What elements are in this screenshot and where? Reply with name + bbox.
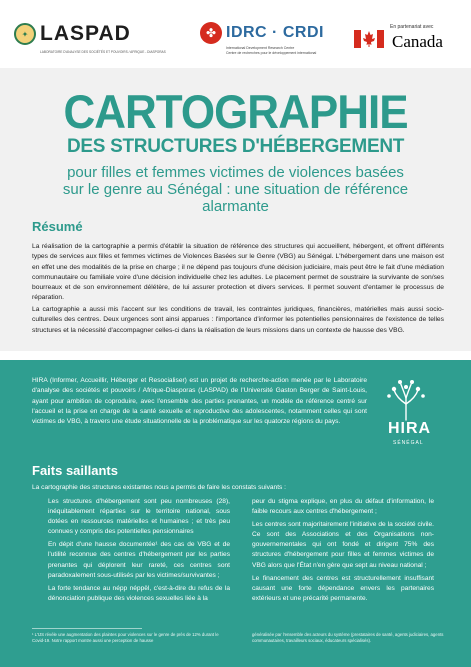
footnote-divider (32, 628, 142, 629)
idrc-wordmark: IDRC · CRDI (226, 24, 324, 41)
laspad-logo (14, 22, 131, 46)
faits-item: Les centres sont majoritairement l'initiative de la société civile. Ce sont des Associations et des Organisations non-gouvernementales qui ont fondé et dirigent 75% des structures d'hébergement pour filles et femmes victimes de VBG alors que l'État n'en gère que sept au niveau national ; (252, 521, 434, 569)
faits-item: Le financement des centres est structurellement insuffisant causant une forte dépendance envers les partenaires extérieurs et une précarité permanente. (252, 574, 434, 602)
idrc-logo (200, 22, 324, 55)
faits-item: En dépit d'une hausse documentée¹ des cas de VBG et de l'utilité reconnue des centres d'hébergement par les parties prenantes qui déplorent leur rareté, ces centres sont paradoxalement sous-utilisés par les victimes/survivantes ; (48, 541, 230, 579)
faits-item: peur du stigma explique, en plus du défaut d'information, le faible recours aux centres d'hébergement ; (252, 498, 434, 516)
idrc-subtitle-fr: Centre de recherches pour le développement international (226, 51, 317, 55)
faits-item: Les structures d'hébergement sont peu nombreuses (28), inéquitablement réparties sur le territoire national, sous dotées en ressources matérielles et humaines ; et très peu connues y compris des potentielles pensionnaires (48, 498, 230, 536)
resume-paragraph-1: La réalisation de la cartographie a permis d'établir la situation de référence des structures qui accueillent, hébergent, et offrent différents types de services aux filles et femmes victimes de Violences Basées sur le Genre (VBG) au Sénégal. L'hébergement dans une maison est en effet une des modalités de la prise en charge ; il ne dépend pas toujours d'une décision judiciaire, mais peut être le fait d'une médiation communautaire ou familiale voire d'une décision individuelle chez les adultes. Le placement permet de soustraire la survivante de son/ses bourreaux et de son environnement délétère, de lui assurer protection et divers services. Il permet souvent d'entamer le processus de réparation. (32, 243, 444, 302)
hira-tree-icon (378, 378, 434, 422)
footnote-left: ¹ L'IJS révèle une augmentation des plaintes pour violences sur le genre de près de 12% durant le Covid-19. Notre rapport montre aussi une perception de hausse (32, 632, 219, 643)
hira-wordmark: HIRA (388, 420, 432, 437)
resume-paragraph-2: La cartographie a aussi mis l'accent sur les conditions de travail, les contraintes juridiques, financières, matérielles mais aussi socio-culturelles des centres. Deux urgences sont ainsi apparues : l'importance d'informer les potentielles pensionnaires de l'existence de telles structures et la nécessité d'accompagner celles-ci dans la réalisation de leurs missions dans un contexte de hausse des VBG. (32, 306, 444, 334)
laspad-wordmark: LASPAD (40, 22, 131, 45)
laspad-seal-icon: ✦ (14, 23, 36, 45)
page-tagline: pour filles et femmes victimes de violences basées sur le genre au Sénégal : une situation de référence alarmante (62, 164, 409, 215)
page-subtitle: DES STRUCTURES D'HÉBERGEMENT (66, 136, 405, 157)
faits-intro: La cartographie des structures existantes nous a permis de faire les constats suivants : (32, 484, 286, 491)
idrc-subtitle-en: International Development Research Centre (226, 46, 295, 50)
hira-country-label: SÉNÉGAL (393, 440, 424, 446)
page-title: CARTOGRAPHIE (63, 86, 408, 139)
canada-wordmark: Canada (392, 32, 443, 51)
logo-bar (0, 0, 471, 68)
faits-right-column (252, 497, 434, 604)
hira-description: HIRA (Informer, Accueillir, Héberger et Resocialiser) est un projet de recherche-action menée par le Laboratoire d'analyse des sociétés et pouvoirs / Afrique-Diasporas (LASPAD) de l'Université Gaston Berger de Saint-Louis, ayant pour ambition de coproduire, avec l'ensemble des parties prenantes, un modèle de référence centré sur l'accueil et la prise en charge de la santé sexuelle et reproductive des adolescentes, notamment celles qui sont victimes de VBG, à travers une étude situationnelle de la problématique sur les quatorze régions du pays. (32, 377, 367, 426)
faits-item: La forte tendance au népp néppël, c'est-à-dire du refus de la dénonciation publique des violences sexuelles liée à la (48, 584, 230, 602)
resume-heading: Résumé (32, 219, 83, 234)
footnote-right: généralisée par l'ensemble des acteurs du système (prestataires de santé, agents judiciaires, agents communautaires, travailleurs sociaux, éducateurs spécialisés). (252, 632, 444, 643)
faits-saillants-heading: Faits saillants (32, 463, 118, 478)
maple-leaf-icon: ✤ (200, 22, 222, 44)
faits-left-column (48, 497, 230, 604)
canada-flag-icon (354, 26, 384, 52)
laspad-subtitle: LABORATOIRE D'ANALYSE DES SOCIÉTÉS ET POUVOIRS / AFRIQUE - DIASPORAS (40, 50, 166, 54)
canada-partner-label: En partenariat avec (390, 24, 434, 30)
